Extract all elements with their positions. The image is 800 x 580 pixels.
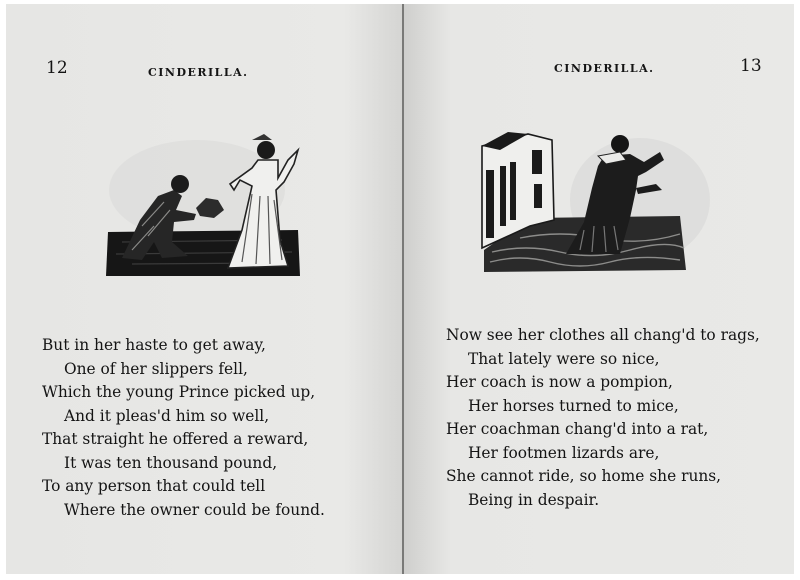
verse-line: Which the young Prince picked up, (42, 383, 316, 401)
page-number-left: 12 (46, 58, 68, 78)
verse-right (446, 324, 760, 512)
running-head-left: CINDERILLA. (148, 66, 249, 79)
verse-line: Her coachman chang'd into a rat, (446, 420, 709, 438)
verse-line: Her coach is now a pompion, (446, 373, 673, 391)
woodcut-prince-picks-up-slipper-icon (102, 130, 302, 276)
left-page (6, 4, 404, 574)
verse-line: Being in despair. (468, 490, 600, 509)
verse-line: To any person that could tell (42, 477, 266, 495)
verse-line: She cannot ride, so home she runs, (446, 467, 722, 485)
running-head-right: CINDERILLA. (554, 62, 655, 75)
verse-line: One of her slippers fell, (64, 359, 248, 378)
open-book (6, 4, 794, 574)
verse-line: Her horses turned to mice, (468, 396, 679, 415)
verse-line: That lately were so nice, (468, 349, 660, 368)
verse-line: Now see her clothes all chang'd to rags, (446, 326, 760, 344)
verse-line: It was ten thousand pound, (64, 453, 278, 472)
verse-line: Her footmen lizards are, (468, 443, 660, 462)
verse-line: And it pleas'd him so well, (64, 406, 270, 425)
verse-line: But in her haste to get away, (42, 336, 266, 354)
page-number-right: 13 (740, 56, 762, 76)
verse-left (42, 334, 325, 522)
woodcut-cinderilla-in-rags-icon (480, 130, 712, 286)
verse-line: Where the owner could be found. (64, 500, 325, 519)
right-page (404, 4, 794, 574)
verse-line: That straight he offered a reward, (42, 430, 309, 448)
